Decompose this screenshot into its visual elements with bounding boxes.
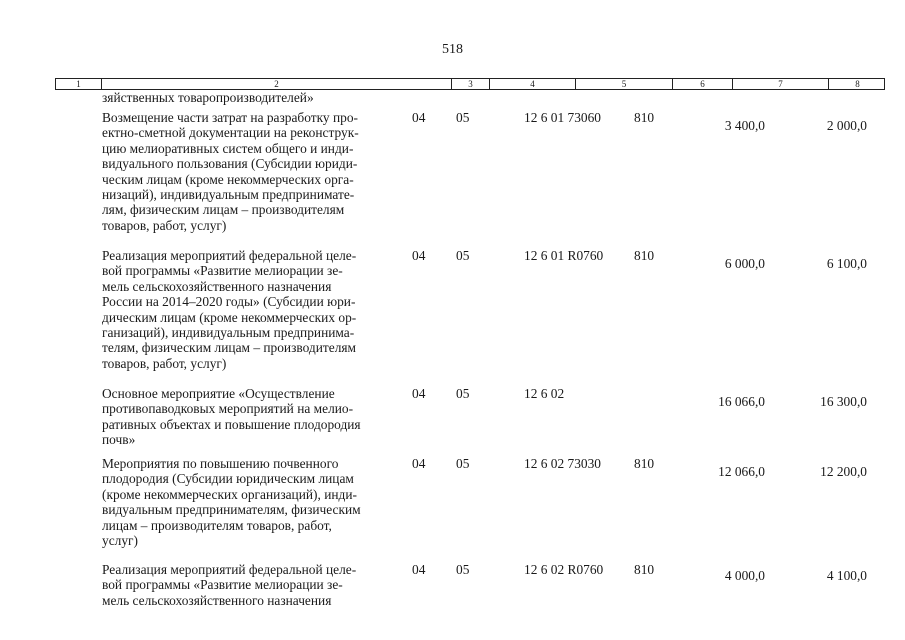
row-target-article: 12 6 02 xyxy=(524,386,565,401)
header-col-3: 3 xyxy=(452,79,490,89)
row-amount-1: 12 066,0 xyxy=(718,464,765,479)
header-col-4: 4 xyxy=(490,79,576,89)
row-subsection: 05 xyxy=(456,386,470,401)
row-section: 04 xyxy=(412,248,426,263)
row-description: Возмещение части затрат на разработку про- ектно-сметной документации на реконструк- цию мелиоративных систем общего и инди- видуального пользования (Субсидии юриди- ческим лицам (кроме некоммерческих орга- низаций), индивидуальным предпринимате- лям, физическим лицам – производителям товаров, работ, услуг) xyxy=(102,110,359,233)
row-description: Реализация мероприятий федеральной целе- вой программы «Развитие мелиорации зе- мель сельскохозяйственного назначения России на 2014–2020 годы» (Субсидии юри- дическим лицам (кроме некоммерческих ор- ганизаций), индивидуальным предпринима- телям, физическим лицам – производителям товаров, работ, услуг) xyxy=(102,248,357,371)
row-description: Мероприятия по повышению почвенного плодородия (Субсидии юридическим лицам (кроме некоммерческих организаций), инди- видуальным предпринимателям, физическим лицам – производителям товаров, работ, услуг) xyxy=(102,456,361,549)
row-section: 04 xyxy=(412,386,426,401)
row-amount-2: 4 100,0 xyxy=(826,568,867,583)
row-section: 04 xyxy=(412,456,426,471)
row-target-article: 12 6 02 73030 xyxy=(524,456,601,471)
row-section: 04 xyxy=(412,110,426,125)
row-amount-2: 2 000,0 xyxy=(826,118,867,133)
row-target-article: 12 6 01 R0760 xyxy=(524,248,604,263)
row-expense-type: 810 xyxy=(634,562,655,577)
header-col-6: 6 xyxy=(673,79,733,89)
row-description: Реализация мероприятий федеральной целе- вой программы «Развитие мелиорации зе- мель сельскохозяйственного назначения xyxy=(102,562,357,608)
row-target-article: 12 6 02 R0760 xyxy=(524,562,604,577)
row-subsection: 05 xyxy=(456,562,470,577)
row-subsection: 05 xyxy=(456,456,470,471)
row-section: 04 xyxy=(412,562,426,577)
row-description: зяйственных товаропроизводителей» xyxy=(102,90,314,105)
row-subsection: 05 xyxy=(456,248,470,263)
page-number: 518 xyxy=(442,42,463,57)
row-subsection: 05 xyxy=(456,110,470,125)
row-target-article: 12 6 01 73060 xyxy=(524,110,601,125)
row-amount-1: 6 000,0 xyxy=(724,256,765,271)
row-amount-1: 16 066,0 xyxy=(718,394,765,409)
table-header xyxy=(55,78,885,90)
header-col-7: 7 xyxy=(733,79,829,89)
header-col-2: 2 xyxy=(102,79,452,89)
row-description: Основное мероприятие «Осуществление противопаводковых мероприятий на мелио- ративных объектах и повышение плодородия почв» xyxy=(102,386,361,448)
header-col-5: 5 xyxy=(576,79,673,89)
row-amount-1: 3 400,0 xyxy=(724,118,765,133)
row-expense-type: 810 xyxy=(634,110,655,125)
row-expense-type: 810 xyxy=(634,248,655,263)
row-amount-1: 4 000,0 xyxy=(724,568,765,583)
header-col-8: 8 xyxy=(855,79,860,89)
row-amount-2: 16 300,0 xyxy=(820,394,867,409)
row-amount-2: 6 100,0 xyxy=(826,256,867,271)
header-col-1: 1 xyxy=(56,79,102,89)
row-amount-2: 12 200,0 xyxy=(820,464,867,479)
row-expense-type: 810 xyxy=(634,456,655,471)
